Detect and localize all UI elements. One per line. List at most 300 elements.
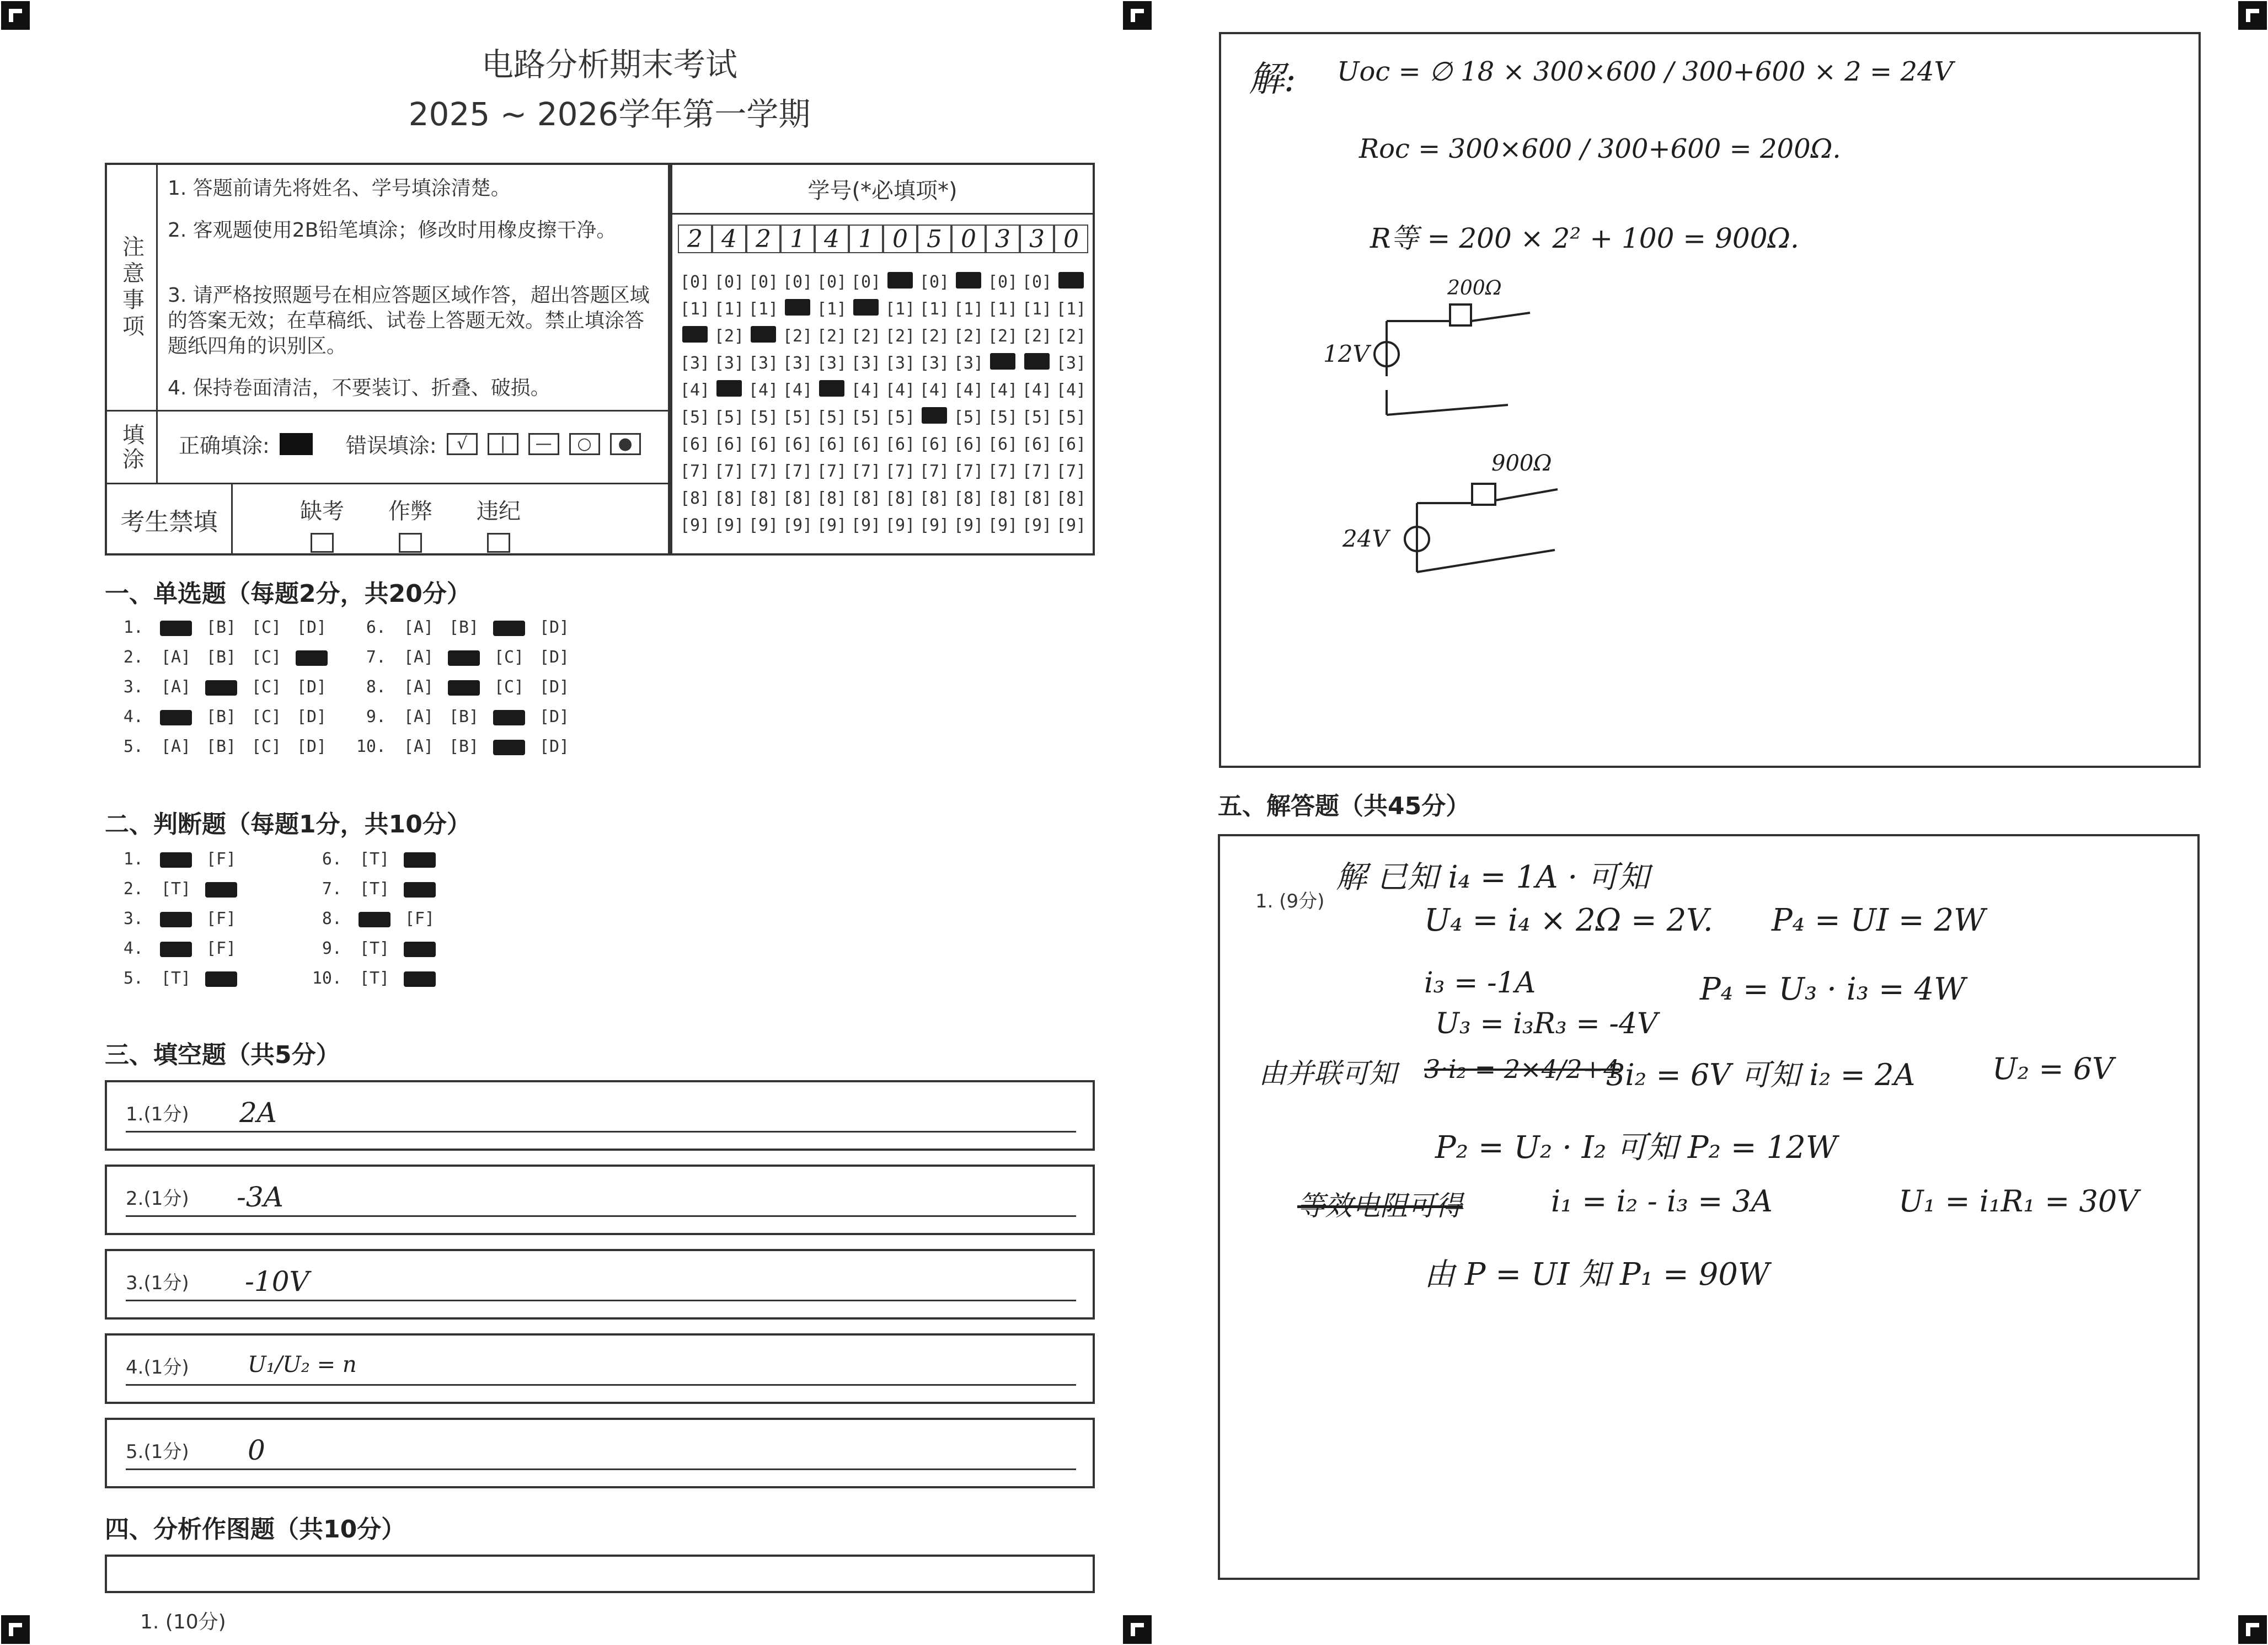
student-id-bubble[interactable]: [8] [851, 489, 881, 508]
single-choice-option-c[interactable] [486, 618, 532, 637]
student-id-bubble[interactable]: [9] [782, 516, 813, 535]
student-id-bubble[interactable]: [4] [782, 381, 813, 400]
student-id-bubble[interactable]: [4] [1021, 381, 1052, 400]
analysis-req: R等 = 200 × 2² + 100 = 900Ω. [1370, 222, 1799, 254]
student-id-bubble[interactable]: [3] [782, 354, 813, 373]
true-false-option-t[interactable]: [T] [161, 969, 191, 988]
circuit-2-source-label: 24V [1342, 525, 1389, 552]
answer-line [126, 1384, 1076, 1386]
single-choice-question-2 [105, 648, 334, 667]
true-false-option-f[interactable]: [F] [206, 850, 237, 869]
answer-line-3a: i₃ = -1A [1424, 966, 1536, 1000]
section-fill-blank-title: 三、填空题（共5分） [105, 1041, 340, 1069]
true-false-option-f[interactable] [199, 969, 244, 988]
single-choice-question-1 [105, 618, 334, 637]
single-choice-option-d[interactable]: [D] [296, 618, 327, 637]
filled-mark [448, 680, 480, 696]
student-id-bubble[interactable]: [1] [1056, 300, 1087, 319]
true-false-option-f[interactable]: [F] [206, 909, 237, 928]
student-id-bubble[interactable] [1054, 272, 1088, 293]
true-false-question-number: 3. [123, 909, 143, 928]
student-id-panel [670, 163, 1095, 556]
student-id-bubble[interactable]: [1] [953, 300, 984, 319]
single-choice-option-c[interactable]: [C] [494, 648, 525, 667]
fill-blank-5-label: 5.(1分) [126, 1441, 189, 1463]
student-id-digit-12: 0 [1054, 225, 1088, 253]
analysis-uoc: Uoc = ∅ 18 × 300×600 / 300+600 × 2 = 24V [1337, 56, 1954, 87]
student-id-bubble[interactable]: [2] [953, 327, 984, 346]
student-id-bubble[interactable] [780, 299, 815, 320]
student-id-bubble[interactable]: [4] [885, 381, 916, 400]
student-id-bubble[interactable]: [0] [919, 273, 950, 292]
fill-blank-4[interactable] [105, 1333, 1095, 1404]
student-id-bubble[interactable]: [5] [1021, 408, 1052, 427]
student-id-bubble[interactable]: [9] [885, 516, 916, 535]
student-id-bubble[interactable]: [4] [748, 381, 779, 400]
single-choice-option-c[interactable]: [C] [251, 707, 282, 727]
single-choice-question-9 [347, 707, 577, 727]
fill-blank-4-answer: U₁/U₂ = n [248, 1352, 357, 1377]
single-choice-question-number: 6. [366, 618, 386, 637]
single-choice-option-b[interactable] [199, 677, 244, 697]
student-id-digit-10: 3 [986, 225, 1020, 253]
answer-line [126, 1131, 1076, 1133]
true-false-option-t[interactable] [352, 909, 397, 928]
true-false-question-number: 9. [322, 939, 342, 958]
correct-fill-sample [280, 433, 313, 455]
student-id-bubble-row [678, 485, 1088, 512]
circuit-2-resistor-label: 900Ω [1491, 451, 1552, 476]
wrong-mark-dash: — [528, 433, 559, 455]
single-choice-question-6 [347, 618, 577, 637]
student-id-bubble[interactable]: [0] [987, 273, 1018, 292]
single-choice-option-c[interactable]: [C] [251, 618, 282, 637]
student-id-bubble[interactable] [849, 299, 883, 320]
notice-rule-1: 1. 答题前请先将姓名、学号填涂清楚。 [168, 177, 511, 200]
student-id-bubble[interactable] [712, 380, 746, 401]
single-choice-option-c[interactable] [486, 737, 532, 756]
single-choice-option-b[interactable]: [B] [448, 618, 479, 637]
student-id-digit-5: 4 [815, 225, 849, 253]
student-id-bubble[interactable]: [6] [680, 435, 710, 454]
student-id-bubble[interactable]: [8] [919, 489, 950, 508]
student-id-bubble[interactable]: [7] [919, 462, 950, 481]
analysis-answer-strip[interactable] [105, 1555, 1095, 1593]
student-id-bubble[interactable]: [4] [1056, 381, 1087, 400]
analysis-q1-label: 1. (10分) [140, 1611, 226, 1633]
single-choice-question-4 [105, 707, 334, 727]
student-id-bubble[interactable]: [6] [748, 435, 779, 454]
student-id-bubble[interactable]: [2] [782, 327, 813, 346]
filled-mark [785, 299, 810, 316]
student-id-bubble[interactable]: [1] [1021, 300, 1052, 319]
student-id-bubble[interactable]: [8] [714, 489, 745, 508]
single-choice-area [105, 618, 601, 783]
student-id-digit-6: 1 [849, 225, 883, 253]
single-choice-option-a[interactable]: [A] [161, 677, 191, 697]
single-choice-option-c[interactable] [486, 707, 532, 727]
student-id-bubble[interactable]: [5] [885, 408, 916, 427]
filled-mark [887, 272, 913, 289]
student-id-bubble[interactable]: [5] [987, 408, 1018, 427]
student-id-bubble[interactable]: [2] [714, 327, 745, 346]
section-analysis-title: 四、分析作图题（共10分） [105, 1515, 406, 1543]
filled-mark [205, 680, 237, 696]
single-choice-option-d[interactable]: [D] [296, 737, 327, 756]
fill-blank-3[interactable] [105, 1249, 1095, 1320]
student-id-bubble[interactable]: [3] [680, 354, 710, 373]
student-id-bubble[interactable]: [4] [680, 381, 710, 400]
single-choice-question-number: 4. [123, 707, 143, 727]
filled-mark [990, 353, 1015, 370]
student-id-bubble[interactable]: [0] [748, 273, 779, 292]
student-id-bubble[interactable]: [6] [919, 435, 950, 454]
student-id-bubble[interactable]: [6] [987, 435, 1018, 454]
student-id-digit-3: 2 [746, 225, 780, 253]
notice-label: 注意事项 [107, 165, 158, 411]
single-choice-option-c[interactable]: [C] [251, 737, 282, 756]
student-id-bubble[interactable]: [7] [1021, 462, 1052, 481]
student-id-bubble[interactable] [917, 407, 951, 428]
true-false-question-6 [303, 850, 442, 869]
student-id-bubble[interactable]: [1] [816, 300, 847, 319]
single-choice-option-c[interactable]: [C] [494, 677, 525, 697]
student-id-bubble[interactable]: [2] [1056, 327, 1087, 346]
single-choice-option-b[interactable]: [B] [206, 737, 237, 756]
true-false-option-t[interactable]: [T] [359, 969, 390, 988]
filled-mark [1058, 272, 1084, 289]
student-id-bubble[interactable]: [0] [851, 273, 881, 292]
filled-mark [160, 852, 192, 868]
student-id-bubble[interactable]: [0] [680, 273, 710, 292]
student-id-bubble[interactable]: [5] [714, 408, 745, 427]
student-id-bubble[interactable] [746, 326, 780, 347]
true-false-question-number: 4. [123, 939, 143, 958]
student-id-bubble[interactable]: [5] [816, 408, 847, 427]
student-id-bubble[interactable]: [1] [987, 300, 1018, 319]
single-choice-option-b[interactable]: [B] [206, 707, 237, 727]
registration-mark-bottom-right [2238, 1615, 2267, 1644]
single-choice-question-10 [347, 737, 577, 756]
true-false-area [105, 850, 491, 1015]
student-id-bubble[interactable]: [6] [816, 435, 847, 454]
student-id-bubble[interactable]: [2] [816, 327, 847, 346]
student-id-bubble[interactable]: [8] [1021, 489, 1052, 508]
true-false-question-number: 1. [123, 850, 143, 869]
true-false-option-f[interactable] [397, 879, 442, 899]
student-id-bubble-grid [678, 269, 1088, 539]
true-false-question-2 [105, 879, 244, 899]
registration-mark-top-left [1, 1, 30, 30]
student-id-bubble[interactable]: [7] [748, 462, 779, 481]
true-false-option-f[interactable] [397, 850, 442, 869]
single-choice-option-d[interactable]: [D] [539, 618, 570, 637]
student-id-bubble[interactable]: [1] [714, 300, 745, 319]
student-id-digit-4: 1 [780, 225, 815, 253]
student-id-bubble[interactable]: [9] [851, 516, 881, 535]
single-choice-question-3 [105, 677, 334, 697]
student-id-bubble[interactable]: [5] [851, 408, 881, 427]
single-choice-option-c[interactable]: [C] [251, 648, 282, 667]
student-id-digit-9: 0 [951, 225, 986, 253]
filled-mark [1024, 353, 1050, 370]
answer-q1-box[interactable] [1218, 834, 2200, 1580]
student-id-bubble[interactable]: [9] [919, 516, 950, 535]
status-violation: 违纪 [471, 494, 526, 553]
student-id-digit-11: 3 [1020, 225, 1054, 253]
student-id-bubble[interactable]: [8] [782, 489, 813, 508]
student-id-bubble[interactable]: [2] [919, 327, 950, 346]
true-false-option-f[interactable]: [F] [404, 909, 435, 928]
student-id-bubble[interactable]: [7] [987, 462, 1018, 481]
student-id-bubble[interactable] [815, 380, 849, 401]
answer-line-7b: i₁ = i₂ - i₃ = 3A [1551, 1184, 1773, 1219]
filled-mark [819, 380, 844, 397]
status-cheating: 作弊 [383, 494, 438, 553]
student-id-bubble[interactable]: [7] [851, 462, 881, 481]
student-id-bubble[interactable]: [4] [851, 381, 881, 400]
correct-fill-label: 正确填涂: [179, 434, 270, 458]
single-choice-option-d[interactable]: [D] [296, 677, 327, 697]
filled-mark [448, 650, 480, 666]
student-id-bubble[interactable]: [7] [782, 462, 813, 481]
true-false-question-8 [303, 909, 442, 928]
fill-blank-2-answer: -3A [237, 1181, 284, 1213]
single-choice-option-a[interactable]: [A] [403, 677, 434, 697]
true-false-option-f[interactable] [199, 879, 244, 899]
fill-blank-5[interactable] [105, 1418, 1095, 1488]
single-choice-option-b[interactable]: [B] [448, 737, 479, 756]
student-id-bubble-row [678, 269, 1088, 296]
wrong-fill-label: 错误填涂: [345, 434, 437, 458]
registration-mark-bottom-center [1123, 1615, 1152, 1644]
student-id-bubble[interactable]: [0] [816, 273, 847, 292]
single-choice-question-number: 5. [123, 737, 143, 756]
fill-blank-1[interactable] [105, 1080, 1095, 1151]
student-id-bubble[interactable]: [8] [885, 489, 916, 508]
student-id-bubble[interactable]: [8] [680, 489, 710, 508]
student-id-bubble[interactable]: [6] [953, 435, 984, 454]
true-false-option-t[interactable] [153, 909, 199, 928]
analysis-roc: Roc = 300×600 / 300+600 = 200Ω. [1359, 133, 1841, 164]
student-id-bubble[interactable]: [1] [885, 300, 916, 319]
student-id-bubble[interactable] [1020, 353, 1054, 374]
student-id-bubble[interactable]: [0] [782, 273, 813, 292]
single-choice-option-d[interactable]: [D] [296, 707, 327, 727]
wrong-mark-circle: ○ [569, 433, 600, 455]
filled-mark [160, 621, 192, 636]
student-id-bubble[interactable]: [4] [953, 381, 984, 400]
student-id-bubble[interactable] [678, 326, 712, 347]
student-id-bubble[interactable]: [8] [953, 489, 984, 508]
student-id-bubble[interactable]: [9] [748, 516, 779, 535]
student-id-bubble[interactable]: [7] [953, 462, 984, 481]
filled-mark [296, 650, 328, 666]
single-choice-option-d[interactable]: [D] [539, 737, 570, 756]
single-choice-option-d[interactable]: [D] [539, 677, 570, 697]
student-id-bubble[interactable]: [9] [953, 516, 984, 535]
student-id-bubble[interactable]: [3] [919, 354, 950, 373]
student-id-bubble[interactable]: [3] [1056, 354, 1087, 373]
single-choice-question-5 [105, 737, 334, 756]
student-id-bubble[interactable]: [5] [1056, 408, 1087, 427]
student-id-bubble[interactable]: [7] [1056, 462, 1087, 481]
single-choice-option-c[interactable]: [C] [251, 677, 282, 697]
student-id-bubble[interactable]: [1] [748, 300, 779, 319]
true-false-option-t[interactable]: [T] [161, 879, 191, 899]
status-absent: 缺考 [295, 494, 350, 553]
single-choice-option-a[interactable]: [A] [161, 737, 191, 756]
true-false-option-t[interactable]: [T] [359, 850, 390, 869]
student-id-bubble[interactable]: [1] [680, 300, 710, 319]
student-id-bubble[interactable]: [1] [919, 300, 950, 319]
fill-blank-2[interactable] [105, 1165, 1095, 1235]
true-false-option-t[interactable]: [T] [359, 879, 390, 899]
single-choice-option-a[interactable] [153, 618, 199, 637]
fill-blank-5-answer: 0 [248, 1434, 265, 1466]
answer-line-2b: P₄ = UI = 2W [1772, 902, 1986, 938]
student-id-bubble[interactable]: [3] [816, 354, 847, 373]
student-id-bubble[interactable]: [8] [987, 489, 1018, 508]
true-false-option-f[interactable] [397, 939, 442, 958]
student-id-bubble[interactable]: [8] [748, 489, 779, 508]
status-violation-checkbox[interactable] [487, 533, 510, 553]
filled-mark [493, 710, 525, 725]
student-id-bubble[interactable]: [4] [919, 381, 950, 400]
filled-mark [493, 740, 525, 755]
analysis-work-box[interactable] [1219, 32, 2201, 768]
student-id-bubble[interactable]: [6] [885, 435, 916, 454]
student-id-bubble[interactable] [883, 272, 917, 293]
student-id-bubble[interactable]: [4] [987, 381, 1018, 400]
single-choice-option-b[interactable] [441, 677, 486, 697]
page-subtitle: 2025 ~ 2026学年第一学期 [408, 95, 811, 133]
student-id-bubble[interactable]: [8] [1056, 489, 1087, 508]
single-choice-question-number: 10. [356, 737, 386, 756]
student-id-bubble[interactable]: [0] [714, 273, 745, 292]
single-choice-option-d[interactable]: [D] [539, 648, 570, 667]
answer-line [126, 1468, 1076, 1470]
status-absent-checkbox[interactable] [311, 533, 334, 553]
fill-blank-2-label: 2.(1分) [126, 1188, 189, 1210]
student-id-bubble[interactable]: [3] [748, 354, 779, 373]
true-false-option-f[interactable]: [F] [206, 939, 237, 958]
student-id-bubble[interactable]: [7] [816, 462, 847, 481]
true-false-option-f[interactable] [397, 969, 442, 988]
student-id-bubble-row [678, 350, 1088, 377]
single-choice-question-7 [347, 648, 577, 667]
student-id-bubble[interactable]: [3] [714, 354, 745, 373]
student-id-bubble[interactable]: [2] [885, 327, 916, 346]
single-choice-option-a[interactable]: [A] [403, 648, 434, 667]
single-choice-option-b[interactable]: [B] [206, 648, 237, 667]
single-choice-option-a[interactable]: [A] [161, 648, 191, 667]
student-id-bubble[interactable]: [2] [987, 327, 1018, 346]
single-choice-option-d[interactable] [289, 648, 334, 667]
student-id-bubble[interactable]: [6] [851, 435, 881, 454]
student-id-bubble[interactable]: [7] [885, 462, 916, 481]
student-id-bubble[interactable]: [5] [748, 408, 779, 427]
status-label: 考生禁填 [107, 484, 233, 556]
answer-line-7c: U₁ = i₁R₁ = 30V [1898, 1184, 2139, 1219]
filled-mark [751, 326, 776, 343]
filled-mark [493, 621, 525, 636]
student-id-bubble[interactable]: [8] [816, 489, 847, 508]
single-choice-option-a[interactable] [153, 707, 199, 727]
fill-label: 填涂 [107, 411, 158, 484]
circuit-1-resistor-label: 200Ω [1447, 277, 1502, 300]
true-false-option-t[interactable] [153, 939, 199, 958]
student-id-bubble[interactable]: [9] [816, 516, 847, 535]
student-id-bubble-row [678, 377, 1088, 404]
filled-mark [404, 942, 436, 957]
status-row [107, 484, 672, 558]
filled-mark [956, 272, 981, 289]
true-false-question-number: 8. [322, 909, 342, 928]
student-id-bubble[interactable]: [9] [987, 516, 1018, 535]
single-choice-question-number: 8. [366, 677, 386, 697]
single-choice-question-number: 7. [366, 648, 386, 667]
answer-line-7a-struck: 等效电阻可得 [1297, 1190, 1463, 1222]
student-id-bubble[interactable]: [9] [680, 516, 710, 535]
student-id-bubble[interactable]: [6] [714, 435, 745, 454]
filled-mark [160, 710, 192, 725]
student-id-bubble[interactable]: [5] [953, 408, 984, 427]
student-id-bubble[interactable]: [3] [851, 354, 881, 373]
student-id-bubble[interactable]: [9] [1056, 516, 1087, 535]
answer-line-5c: 3i₂ = 6V 可知 i₂ = 2A [1606, 1058, 1916, 1092]
true-false-question-10 [303, 969, 442, 988]
student-id-bubble[interactable]: [7] [714, 462, 745, 481]
filled-mark [205, 882, 237, 898]
filled-mark [205, 971, 237, 987]
single-choice-option-a[interactable]: [A] [403, 707, 434, 727]
filled-mark [359, 912, 391, 927]
student-id-bubble[interactable]: [6] [1021, 435, 1052, 454]
student-id-bubble-row [678, 512, 1088, 539]
student-id-bubble[interactable]: [6] [782, 435, 813, 454]
notice-rule-3: 3. 请严格按照题号在相应答题区域作答，超出答题区域的答案无效；在草稿纸、试卷上答题无效。禁止填涂答题纸四角的识别区。 [168, 284, 650, 357]
true-false-option-t[interactable] [153, 850, 199, 869]
student-id-bubble[interactable] [986, 353, 1020, 374]
student-id-bubble[interactable]: [3] [953, 354, 984, 373]
student-id-bubble[interactable]: [9] [714, 516, 745, 535]
single-choice-question-number: 3. [123, 677, 143, 697]
student-id-bubble[interactable]: [0] [1021, 273, 1052, 292]
single-choice-option-b[interactable] [441, 648, 486, 667]
fill-blank-1-answer: 2A [239, 1097, 277, 1129]
student-id-bubble[interactable]: [3] [885, 354, 916, 373]
student-id-bubble[interactable] [951, 272, 986, 293]
student-id-bubble[interactable]: [2] [851, 327, 881, 346]
student-id-bubble[interactable]: [5] [680, 408, 710, 427]
true-false-option-t[interactable]: [T] [359, 939, 390, 958]
section-answer-title: 五、解答题（共45分） [1218, 792, 1470, 820]
student-id-bubble[interactable]: [6] [1056, 435, 1087, 454]
circuit-1-source-label: 12V [1323, 340, 1370, 367]
single-choice-option-b[interactable]: [B] [206, 618, 237, 637]
student-id-bubble[interactable]: [7] [680, 462, 710, 481]
student-id-bubble[interactable]: [9] [1021, 516, 1052, 535]
single-choice-option-a[interactable]: [A] [403, 737, 434, 756]
student-id-bubble[interactable]: [5] [782, 408, 813, 427]
student-id-digit-8: 5 [917, 225, 951, 253]
single-choice-option-d[interactable]: [D] [539, 707, 570, 727]
single-choice-option-a[interactable]: [A] [403, 618, 434, 637]
single-choice-option-b[interactable]: [B] [448, 707, 479, 727]
status-cheating-checkbox[interactable] [399, 533, 422, 553]
student-id-bubble[interactable]: [2] [1021, 327, 1052, 346]
